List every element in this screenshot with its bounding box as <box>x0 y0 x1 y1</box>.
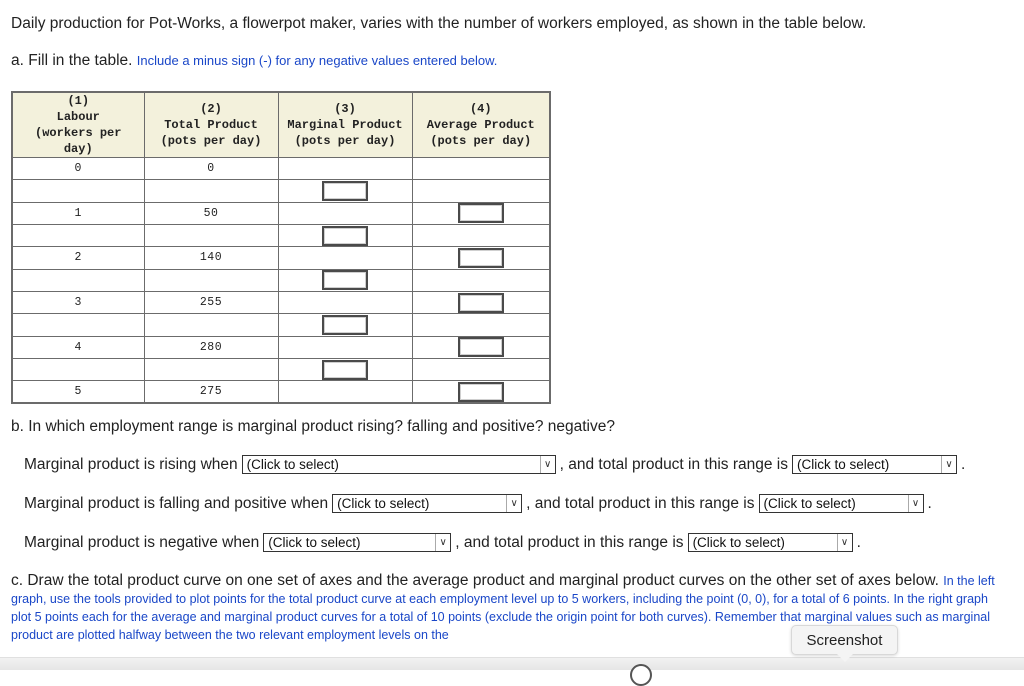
screenshot-tooltip[interactable]: Screenshot <box>791 625 898 655</box>
select-value: (Click to select) <box>692 535 785 550</box>
bottom-bar <box>0 657 1024 670</box>
total-product-cell: 0 <box>144 158 278 180</box>
marginal-product-input-3-4[interactable] <box>322 315 368 335</box>
table-row-between <box>12 358 550 380</box>
table-row <box>12 381 550 403</box>
header-labour: (1) Labour (workers per day) <box>12 92 144 158</box>
mp-negative-range-select[interactable] <box>263 533 451 552</box>
mp-falling-line <box>24 494 932 513</box>
marginal-product-input-4-5[interactable] <box>322 360 368 380</box>
mp-falling-middle: , and total product in this range is <box>526 494 755 512</box>
line-suffix: . <box>927 494 932 512</box>
part-b-question: b. In which employment range is marginal product rising? falling and positive? negative? <box>11 418 615 435</box>
select-value: (Click to select) <box>337 496 430 511</box>
mp-rising-range-select[interactable] <box>242 455 556 474</box>
select-value: (Click to select) <box>763 496 856 511</box>
line-suffix: . <box>961 455 966 473</box>
part-a-instruction: Include a minus sign (-) for any negative values entered below. <box>136 53 498 68</box>
tp-rising-range-select[interactable] <box>792 455 957 474</box>
average-product-input-3[interactable] <box>458 293 504 313</box>
table-row-between <box>12 180 550 202</box>
labour-cell: 2 <box>12 247 144 269</box>
chevron-down-icon: ∨ <box>908 495 923 512</box>
total-product-cell: 50 <box>144 202 278 224</box>
average-product-input-1[interactable] <box>458 203 504 223</box>
mp-falling-range-select[interactable] <box>332 494 522 513</box>
average-product-input-2[interactable] <box>458 248 504 268</box>
mp-negative-middle: , and total product in this range is <box>455 533 684 551</box>
average-cell <box>412 158 550 180</box>
marginal-product-input-1-2[interactable] <box>322 226 368 246</box>
chevron-down-icon: ∨ <box>540 456 555 473</box>
chevron-down-icon: ∨ <box>506 495 521 512</box>
marginal-product-input-2-3[interactable] <box>322 270 368 290</box>
labour-cell: 3 <box>12 291 144 313</box>
mp-negative-prefix: Marginal product is negative when <box>24 533 260 551</box>
total-product-cell: 140 <box>144 247 278 269</box>
labour-cell: 5 <box>12 381 144 403</box>
total-product-cell: 275 <box>144 381 278 403</box>
table-row-between <box>12 314 550 336</box>
tp-negative-range-select[interactable] <box>688 533 853 552</box>
table-row <box>12 336 550 358</box>
table-row <box>12 247 550 269</box>
chevron-down-icon: ∨ <box>941 456 956 473</box>
mp-rising-middle: , and total product in this range is <box>559 455 788 473</box>
mp-rising-prefix: Marginal product is rising when <box>24 455 238 473</box>
chevron-down-icon: ∨ <box>435 534 450 551</box>
header-marginal-product: (3) Marginal Product (pots per day) <box>278 92 412 158</box>
header-total-product: (2) Total Product (pots per day) <box>144 92 278 158</box>
total-product-cell: 280 <box>144 336 278 358</box>
mp-negative-line <box>24 533 861 552</box>
line-suffix: . <box>856 533 861 551</box>
table-row-between <box>12 224 550 246</box>
part-c-instruction: In the left graph, use the tools provided to plot points for the total product curve at each employment level up to 5 workers, including the point (0, 0), for a total of 6 points. In the right graph plot 5 points each for the average and marginal product curves for a total of 10 points (exclude the origin point for both curves). Remember that marginal values such as marginal product are plotted halfway between the two relevant employment levels on the <box>11 574 995 642</box>
table-row-between <box>12 269 550 291</box>
table-row <box>12 158 550 180</box>
labour-cell: 0 <box>12 158 144 180</box>
graph-tool-icon <box>630 664 652 686</box>
total-product-cell: 255 <box>144 291 278 313</box>
production-table <box>11 91 551 404</box>
table-row <box>12 291 550 313</box>
header-average-product: (4) Average Product (pots per day) <box>412 92 550 158</box>
marginal-product-input-0-1[interactable] <box>322 181 368 201</box>
part-a-label: a. Fill in the table. <box>11 52 133 69</box>
mp-rising-line <box>24 455 965 474</box>
labour-cell: 1 <box>12 202 144 224</box>
select-value: (Click to select) <box>797 457 890 472</box>
select-value: (Click to select) <box>268 535 361 550</box>
table-row <box>12 202 550 224</box>
average-product-input-4[interactable] <box>458 337 504 357</box>
tp-falling-range-select[interactable] <box>759 494 924 513</box>
chevron-down-icon: ∨ <box>837 534 852 551</box>
part-c-text: c. Draw the total product curve on one set of axes and the average product and marginal product curves on the other set of axes below. <box>11 572 939 589</box>
average-product-input-5[interactable] <box>458 382 504 402</box>
labour-cell: 4 <box>12 336 144 358</box>
marginal-cell <box>278 158 412 180</box>
intro-text: Daily production for Pot-Works, a flowerpot maker, varies with the number of workers employed, as shown in the table below. <box>11 15 867 32</box>
mp-falling-prefix: Marginal product is falling and positive when <box>24 494 329 512</box>
select-value: (Click to select) <box>246 457 339 472</box>
part-a-heading <box>11 52 497 70</box>
